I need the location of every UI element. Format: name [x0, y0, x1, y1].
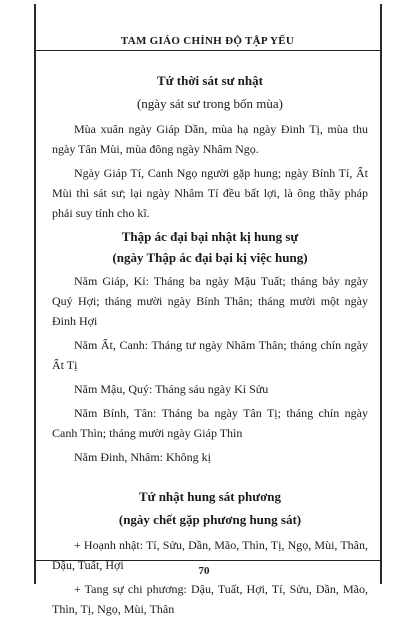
page-header [34, 28, 381, 51]
paragraph: + Tang sự chi phương: Dậu, Tuất, Hợi, Tí, Sửu, Dần, Mão, Thìn, Tị, Ngọ, Mùi, Thân [52, 582, 368, 616]
section-title: Tứ thời sát sư nhật [157, 73, 263, 88]
section-subtitle: (ngày chết gặp phương hung sát) [118, 512, 302, 527]
paragraph: + Hoạnh nhật: Tí, Sửu, Dần, Mão, Thìn, Tị, Ngọ, Mùi, Thân, Dậu, Tuất, Hợi [52, 538, 368, 572]
section-subtitle: (ngày Thập ác đại bại kị việc hung) [112, 250, 308, 265]
paragraph: Năm Bính, Tân: Tháng ba ngày Tân Tị; tháng chín ngày Canh Thìn; tháng mười ngày Giáp Thìn [52, 406, 368, 440]
section-thap-ac-dai-bai [52, 227, 368, 467]
paragraph: Năm Đinh, Nhâm: Không kị [74, 450, 211, 464]
page-body [52, 71, 368, 623]
left-margin-rule [34, 4, 36, 584]
paragraph: Năm Ất, Canh: Tháng tư ngày Nhâm Thân; tháng chín ngày Ất Tị [52, 338, 368, 372]
section-title: Tứ nhật hung sát phương [138, 489, 282, 504]
paragraph: Mùa xuân ngày Giáp Dần, mùa hạ ngày Đinh Tị, mùa thu ngày Tân Mùi, mùa đông ngày Nhâm Ngọ. [52, 122, 368, 156]
paragraph: Năm Mậu, Quý: Tháng sáu ngày Kỉ Sửu [74, 382, 269, 396]
section-tu-thoi-sat-su-nhat [52, 71, 368, 223]
paragraph: Ngày Giáp Tí, Canh Ngọ người gặp hung; ngày Bính Tí, Ất Mùi thì sát sư; lại ngày Nhâm Tí đều bất lợi, là ông thầy pháp phải suy tính cho kĩ. [52, 166, 368, 220]
page-number: 70 [198, 565, 210, 577]
running-head: TAM GIÁO CHÍNH ĐỘ TẬP YẾU [120, 35, 295, 47]
section-title: Thập ác đại bại nhật kị hung sự [121, 229, 299, 244]
paragraph: Năm Giáp, Kỉ: Tháng ba ngày Mậu Tuất; tháng bảy ngày Quý Hợi; tháng mười ngày Bính Thân; tháng mười một ngày Đinh Hợi [52, 274, 368, 328]
section-tu-nhat-hung-sat-phuong [52, 487, 368, 619]
right-margin-rule [380, 4, 382, 584]
section-subtitle: (ngày sát sư trong bốn mùa) [136, 96, 284, 111]
page-footer-rule [34, 560, 381, 561]
